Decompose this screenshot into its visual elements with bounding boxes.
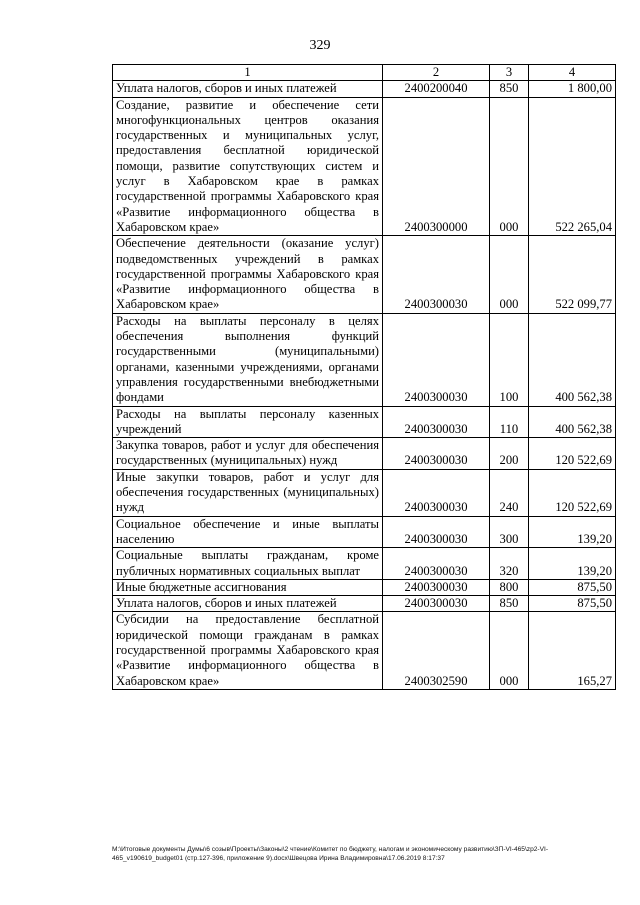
row-amount: 522 265,04	[529, 97, 616, 236]
table-row	[113, 406, 616, 438]
row-code: 2400300030	[383, 469, 490, 516]
row-name: Уплата налогов, сборов и иных платежей	[113, 81, 383, 97]
column-header-1: 1	[113, 65, 383, 81]
row-type: 200	[490, 438, 529, 470]
row-type: 300	[490, 516, 529, 548]
row-amount: 522 099,77	[529, 236, 616, 313]
row-code: 2400300030	[383, 548, 490, 580]
row-code: 2400300030	[383, 236, 490, 313]
row-amount: 875,50	[529, 596, 616, 612]
table-row	[113, 81, 616, 97]
row-type: 240	[490, 469, 529, 516]
page-number: 329	[309, 38, 331, 53]
row-amount: 400 562,38	[529, 313, 616, 406]
table-row	[113, 438, 616, 470]
row-name: Уплата налогов, сборов и иных платежей	[113, 596, 383, 612]
row-code: 2400200040	[383, 81, 490, 97]
row-type: 850	[490, 596, 529, 612]
row-amount: 139,20	[529, 548, 616, 580]
row-amount: 875,50	[529, 579, 616, 595]
row-type: 110	[490, 406, 529, 438]
budget-table	[112, 64, 616, 690]
table-row	[113, 469, 616, 516]
row-type: 800	[490, 579, 529, 595]
table-row	[113, 236, 616, 313]
column-header-3: 3	[490, 65, 529, 81]
row-code: 2400300030	[383, 516, 490, 548]
table-row	[113, 313, 616, 406]
row-amount: 120 522,69	[529, 469, 616, 516]
row-amount: 1 800,00	[529, 81, 616, 97]
row-name: Расходы на выплаты персоналу в целях обеспечения выполнения функций государственными (муниципальными) органами, казенными учреждениями, органами управления государственными внебюджетными фондами	[113, 313, 383, 406]
row-type: 100	[490, 313, 529, 406]
row-name: Субсидии на предоставление бесплатной юридической помощи гражданам в рамках государственной программы Хабаровского края «Развитие информационного общества в Хабаровском крае»	[113, 612, 383, 689]
document-footer-path: M:\Итоговые документы Думы\6 созыв\Проекты\Законы\2 чтение\Комитет по бюджету, налогам и экономическому развитию\ЗП-VI-465\zp2-VI-465_v190619_budget01 (стр.127-396, приложение 9).docx\Швецова Ирина Владимировна\17.06.2019 8:17:37	[112, 846, 549, 862]
row-amount: 139,20	[529, 516, 616, 548]
row-code: 2400300030	[383, 313, 490, 406]
row-name: Социальное обеспечение и иные выплаты населению	[113, 516, 383, 548]
row-type: 320	[490, 548, 529, 580]
row-name: Иные закупки товаров, работ и услуг для обеспечения государственных (муниципальных) нужд	[113, 469, 383, 516]
row-name: Расходы на выплаты персоналу казенных учреждений	[113, 406, 383, 438]
row-name: Иные бюджетные ассигнования	[113, 579, 383, 595]
row-code: 2400300030	[383, 579, 490, 595]
row-amount: 165,27	[529, 612, 616, 689]
row-name: Закупка товаров, работ и услуг для обеспечения государственных (муниципальных) нужд	[113, 438, 383, 470]
row-name: Обеспечение деятельности (оказание услуг) подведомственных учреждений в рамках государственной программы Хабаровского края «Развитие информационного общества в Хабаровском крае»	[113, 236, 383, 313]
table-row	[113, 579, 616, 595]
row-type: 850	[490, 81, 529, 97]
column-header-2: 2	[383, 65, 490, 81]
table-row	[113, 97, 616, 236]
row-amount: 120 522,69	[529, 438, 616, 470]
row-code: 2400300030	[383, 438, 490, 470]
column-header-4: 4	[529, 65, 616, 81]
row-code: 2400302590	[383, 612, 490, 689]
row-type: 000	[490, 97, 529, 236]
table-row	[113, 596, 616, 612]
row-code: 2400300030	[383, 596, 490, 612]
row-code: 2400300000	[383, 97, 490, 236]
table-header-row	[113, 65, 616, 81]
row-type: 000	[490, 612, 529, 689]
table-row	[113, 548, 616, 580]
table-row	[113, 516, 616, 548]
row-code: 2400300030	[383, 406, 490, 438]
row-type: 000	[490, 236, 529, 313]
table-row	[113, 612, 616, 689]
row-amount: 400 562,38	[529, 406, 616, 438]
row-name: Создание, развитие и обеспечение сети многофункциональных центров оказания государственных и муниципальных услуг, предоставления бесплатной юридической помощи, развитие сопутствующих систем и услуг в Хабаровском крае в рамках государственной программы Хабаровского края «Развитие информационного общества в Хабаровском крае»	[113, 97, 383, 236]
row-name: Социальные выплаты гражданам, кроме публичных нормативных социальных выплат	[113, 548, 383, 580]
